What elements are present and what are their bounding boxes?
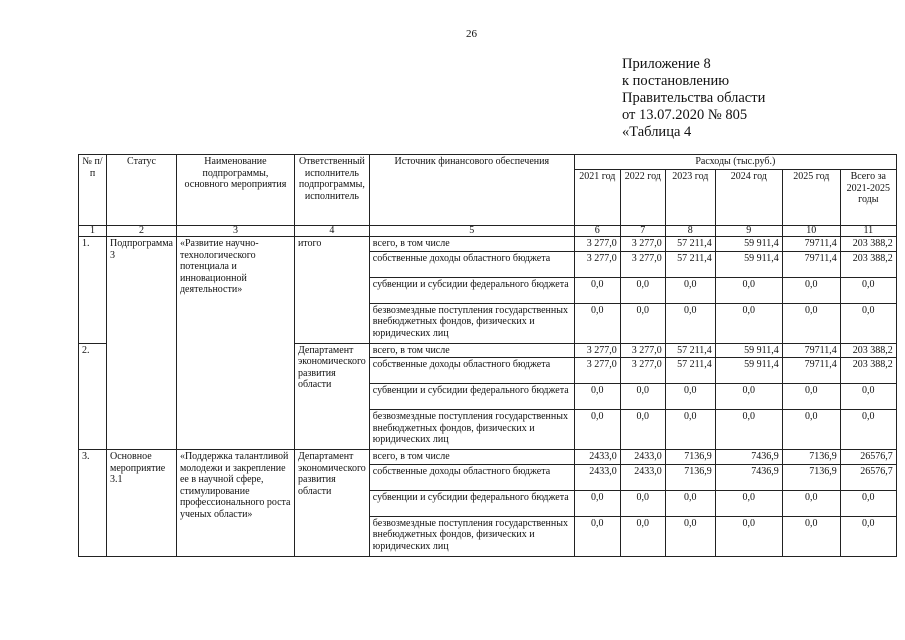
header-year-2023: 2023 год bbox=[665, 170, 715, 226]
value-cell: 3 277,0 bbox=[620, 237, 665, 252]
header-source: Источник финансового обеспечения bbox=[369, 155, 574, 226]
column-index: 7 bbox=[620, 226, 665, 237]
value-cell: 2433,0 bbox=[574, 450, 620, 465]
value-cell: 0,0 bbox=[840, 384, 896, 410]
value-cell: 203 388,2 bbox=[840, 358, 896, 384]
value-cell: 2433,0 bbox=[574, 464, 620, 490]
value-cell: 79711,4 bbox=[782, 251, 840, 277]
source-cell: безвозмездные поступления государственных внебюджетных фондов, физических и юридических лиц bbox=[369, 410, 574, 450]
value-cell: 0,0 bbox=[665, 410, 715, 450]
column-index: 8 bbox=[665, 226, 715, 237]
header-total: Всего за 2021-2025 годы bbox=[840, 170, 896, 226]
header-year-2024: 2024 год bbox=[715, 170, 782, 226]
row-responsible: итого bbox=[294, 237, 369, 344]
source-cell: субвенции и субсидии федерального бюджета bbox=[369, 490, 574, 516]
table-row bbox=[79, 237, 897, 252]
value-cell: 7436,9 bbox=[715, 464, 782, 490]
value-cell: 0,0 bbox=[840, 303, 896, 343]
value-cell: 59 911,4 bbox=[715, 343, 782, 358]
value-cell: 57 211,4 bbox=[665, 251, 715, 277]
appendix-line: Правительства области bbox=[622, 90, 766, 106]
source-cell: субвенции и субсидии федерального бюджета bbox=[369, 277, 574, 303]
value-cell: 59 911,4 bbox=[715, 251, 782, 277]
value-cell: 0,0 bbox=[574, 277, 620, 303]
value-cell: 0,0 bbox=[840, 410, 896, 450]
row-number: 3. bbox=[79, 450, 107, 557]
value-cell: 0,0 bbox=[574, 490, 620, 516]
value-cell: 7136,9 bbox=[665, 450, 715, 465]
row-number: 1. bbox=[79, 237, 107, 344]
value-cell: 0,0 bbox=[620, 490, 665, 516]
column-index: 3 bbox=[176, 226, 294, 237]
value-cell: 0,0 bbox=[782, 516, 840, 556]
column-index: 4 bbox=[294, 226, 369, 237]
header-name: Наименование подпрограммы, основного мероприятия bbox=[176, 155, 294, 226]
value-cell: 2433,0 bbox=[620, 464, 665, 490]
value-cell: 0,0 bbox=[665, 303, 715, 343]
source-cell: безвозмездные поступления государственных внебюджетных фондов, физических и юридических лиц bbox=[369, 516, 574, 556]
value-cell: 203 388,2 bbox=[840, 251, 896, 277]
value-cell: 7136,9 bbox=[665, 464, 715, 490]
value-cell: 0,0 bbox=[620, 384, 665, 410]
value-cell: 203 388,2 bbox=[840, 237, 896, 252]
source-cell: безвозмездные поступления государственных внебюджетных фондов, физических и юридических лиц bbox=[369, 303, 574, 343]
appendix-line: Приложение 8 bbox=[622, 56, 711, 72]
row-number: 2. bbox=[79, 343, 107, 450]
column-index: 2 bbox=[107, 226, 177, 237]
appendix-heading bbox=[622, 56, 765, 141]
value-cell: 0,0 bbox=[574, 410, 620, 450]
value-cell: 0,0 bbox=[782, 490, 840, 516]
value-cell: 0,0 bbox=[574, 303, 620, 343]
header-year-2025: 2025 год bbox=[782, 170, 840, 226]
source-cell: всего, в том числе bbox=[369, 237, 574, 252]
source-cell: всего, в том числе bbox=[369, 343, 574, 358]
value-cell: 0,0 bbox=[782, 303, 840, 343]
appendix-line: от 13.07.2020 № 805 bbox=[622, 107, 748, 123]
value-cell: 0,0 bbox=[665, 384, 715, 410]
value-cell: 203 388,2 bbox=[840, 343, 896, 358]
appendix-line: к постановлению bbox=[622, 73, 730, 89]
value-cell: 26576,7 bbox=[840, 450, 896, 465]
finance-table bbox=[78, 154, 897, 557]
value-cell: 0,0 bbox=[620, 277, 665, 303]
source-cell: собственные доходы областного бюджета bbox=[369, 251, 574, 277]
row-responsible: Департамент экономического развития области bbox=[294, 450, 369, 557]
value-cell: 0,0 bbox=[620, 303, 665, 343]
value-cell: 0,0 bbox=[840, 490, 896, 516]
value-cell: 59 911,4 bbox=[715, 358, 782, 384]
value-cell: 0,0 bbox=[782, 410, 840, 450]
source-cell: субвенции и субсидии федерального бюджета bbox=[369, 384, 574, 410]
header-year-2021: 2021 год bbox=[574, 170, 620, 226]
value-cell: 59 911,4 bbox=[715, 237, 782, 252]
source-cell: собственные доходы областного бюджета bbox=[369, 464, 574, 490]
value-cell: 0,0 bbox=[782, 384, 840, 410]
value-cell: 2433,0 bbox=[620, 450, 665, 465]
source-cell: всего, в том числе bbox=[369, 450, 574, 465]
value-cell: 3 277,0 bbox=[620, 251, 665, 277]
source-cell: собственные доходы областного бюджета bbox=[369, 358, 574, 384]
header-responsible: Ответственный исполнитель подпрограммы, исполнитель bbox=[294, 155, 369, 226]
value-cell: 3 277,0 bbox=[620, 358, 665, 384]
value-cell: 0,0 bbox=[574, 516, 620, 556]
appendix-line: «Таблица 4 bbox=[622, 124, 692, 140]
value-cell: 0,0 bbox=[715, 410, 782, 450]
value-cell: 7136,9 bbox=[782, 450, 840, 465]
column-index: 11 bbox=[840, 226, 896, 237]
value-cell: 0,0 bbox=[782, 277, 840, 303]
row-status: Основное мероприятие 3.1 bbox=[107, 450, 177, 557]
value-cell: 3 277,0 bbox=[574, 251, 620, 277]
value-cell: 0,0 bbox=[665, 277, 715, 303]
value-cell: 26576,7 bbox=[840, 464, 896, 490]
column-index: 1 bbox=[79, 226, 107, 237]
header-no: № п/п bbox=[79, 155, 107, 226]
value-cell: 57 211,4 bbox=[665, 237, 715, 252]
value-cell: 7436,9 bbox=[715, 450, 782, 465]
value-cell: 79711,4 bbox=[782, 358, 840, 384]
value-cell: 0,0 bbox=[840, 516, 896, 556]
column-index-row bbox=[79, 226, 897, 237]
value-cell: 0,0 bbox=[715, 490, 782, 516]
value-cell: 0,0 bbox=[620, 516, 665, 556]
value-cell: 79711,4 bbox=[782, 343, 840, 358]
value-cell: 3 277,0 bbox=[574, 343, 620, 358]
value-cell: 3 277,0 bbox=[574, 358, 620, 384]
value-cell: 0,0 bbox=[715, 303, 782, 343]
value-cell: 0,0 bbox=[665, 490, 715, 516]
column-index: 6 bbox=[574, 226, 620, 237]
value-cell: 3 277,0 bbox=[574, 237, 620, 252]
table-row bbox=[79, 450, 897, 465]
value-cell: 57 211,4 bbox=[665, 343, 715, 358]
column-index: 5 bbox=[369, 226, 574, 237]
row-responsible: Департамент экономического развития области bbox=[294, 343, 369, 450]
value-cell: 3 277,0 bbox=[620, 343, 665, 358]
value-cell: 0,0 bbox=[715, 277, 782, 303]
row-name: «Поддержка талантливой молодежи и закрепление ее в научной сфере, стимулирование профессионального роста ученых области» bbox=[176, 450, 294, 557]
header-year-2022: 2022 год bbox=[620, 170, 665, 226]
value-cell: 0,0 bbox=[715, 384, 782, 410]
value-cell: 0,0 bbox=[574, 384, 620, 410]
value-cell: 79711,4 bbox=[782, 237, 840, 252]
value-cell: 0,0 bbox=[620, 410, 665, 450]
row-name: «Развитие научно-технологического потенциала и инновационной деятельности» bbox=[176, 237, 294, 450]
value-cell: 0,0 bbox=[715, 516, 782, 556]
value-cell: 57 211,4 bbox=[665, 358, 715, 384]
row-status: Подпрограмма 3 bbox=[107, 237, 177, 450]
value-cell: 7136,9 bbox=[782, 464, 840, 490]
column-index: 9 bbox=[715, 226, 782, 237]
header-expenses: Расходы (тыс.руб.) bbox=[574, 155, 896, 170]
value-cell: 0,0 bbox=[665, 516, 715, 556]
page-number: 26 bbox=[466, 28, 477, 40]
value-cell: 0,0 bbox=[840, 277, 896, 303]
column-index: 10 bbox=[782, 226, 840, 237]
header-status: Статус bbox=[107, 155, 177, 226]
